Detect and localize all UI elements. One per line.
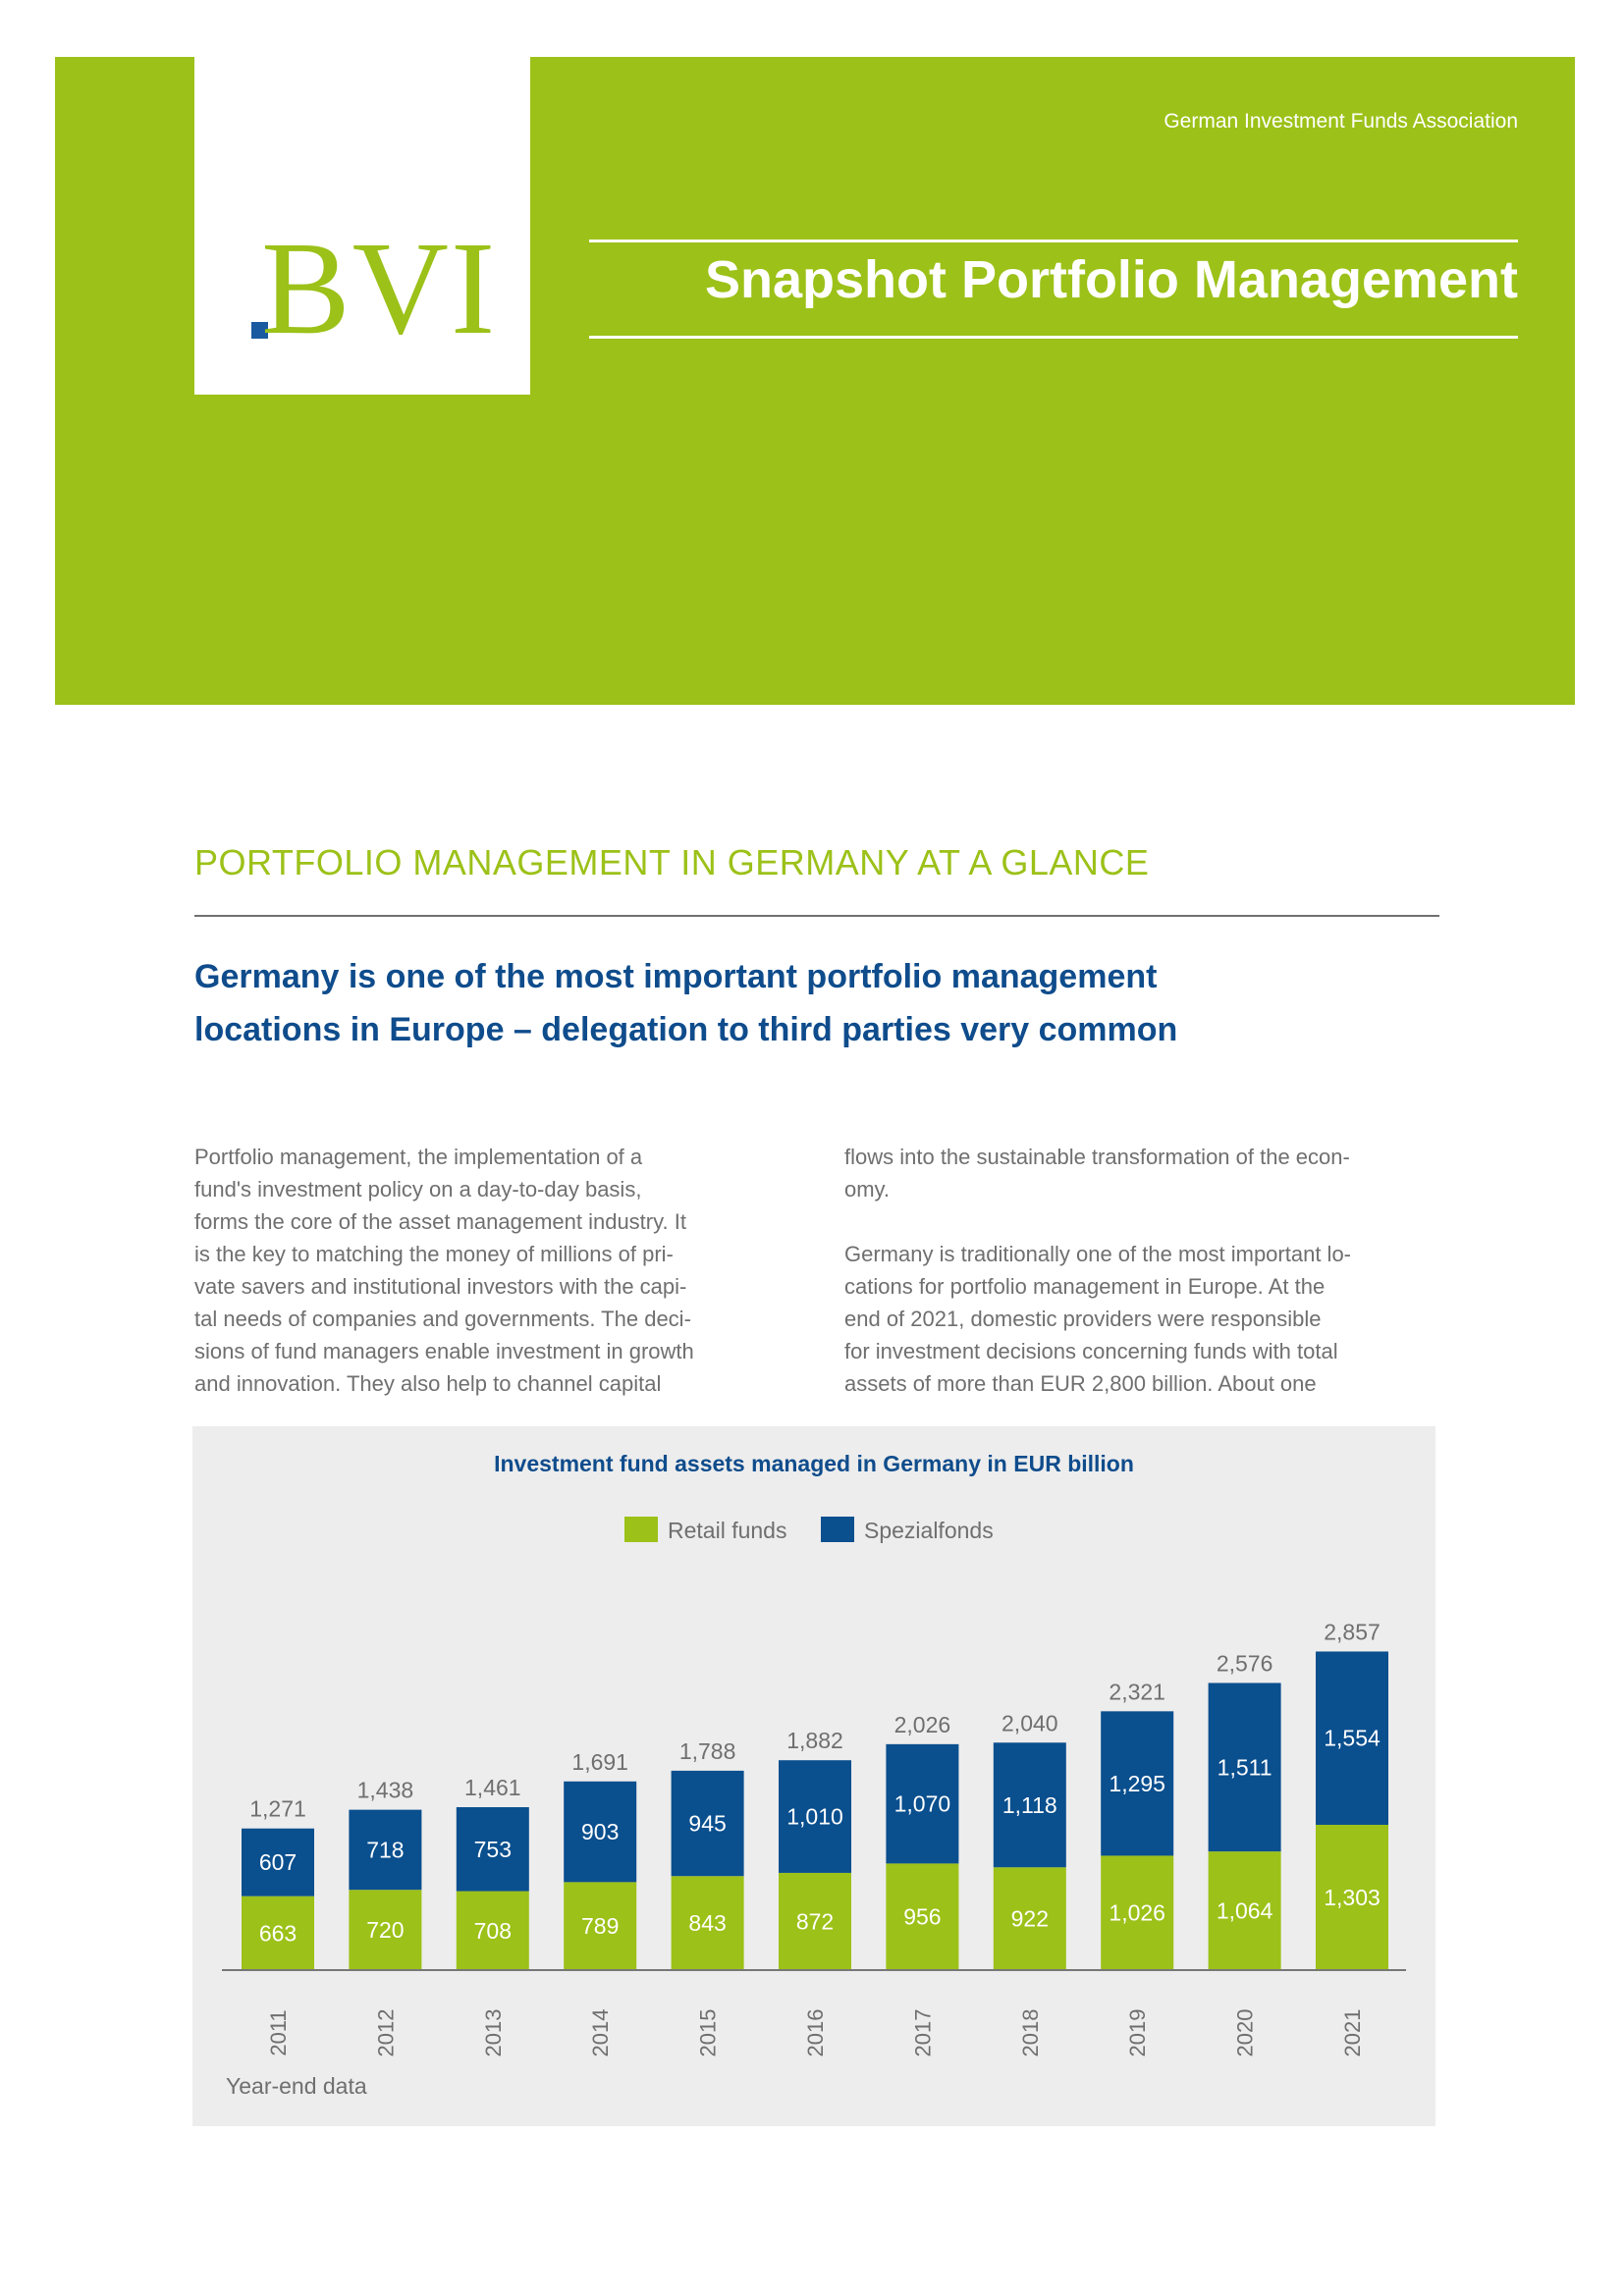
data-label-retail: 922 [1010, 1905, 1049, 1932]
data-label-retail: 708 [473, 1917, 512, 1944]
data-label-spezialfonds: 903 [581, 1819, 620, 1845]
data-label-spezialfonds: 753 [473, 1836, 512, 1862]
body-line: and innovation. They also help to channel capital [194, 1371, 662, 1396]
data-label-retail: 720 [366, 1917, 405, 1944]
section-heading: PORTFOLIO MANAGEMENT IN GERMANY AT A GLANCE [194, 842, 1150, 882]
body-line: cations for portfolio management in Europe. At the [844, 1274, 1326, 1299]
subheading [194, 950, 1439, 1056]
body-line: fund's investment policy on a day-to-day basis, [194, 1177, 642, 1201]
data-label-total: 2,576 [1216, 1650, 1273, 1677]
data-label-total: 2,040 [1001, 1710, 1058, 1736]
data-label-retail: 663 [258, 1920, 298, 1947]
chart-footnote: Year-end data [226, 2073, 367, 2099]
data-label-spezialfonds: 1,010 [786, 1803, 843, 1830]
x-tick-label: 2013 [480, 2008, 506, 2057]
data-label-retail: 843 [688, 1910, 727, 1937]
body-line: Germany is traditionally one of the most important lo- [844, 1242, 1352, 1266]
legend-label-spezialfonds: Spezialfonds [864, 1518, 994, 1543]
header-banner [55, 57, 1575, 705]
data-label-spezialfonds: 945 [688, 1810, 727, 1837]
data-label-total: 1,882 [786, 1728, 843, 1754]
legend-swatch-retail [624, 1517, 658, 1542]
data-label-total: 1,691 [571, 1748, 628, 1775]
body-line: end of 2021, domestic providers were responsible [844, 1307, 1322, 1331]
body-line: vate savers and institutional investors with the capi- [194, 1274, 687, 1299]
subheading-line: Germany is one of the most important portfolio management [194, 958, 1158, 995]
data-label-spezialfonds: 718 [366, 1837, 405, 1863]
title-rule-top [589, 240, 1518, 242]
x-tick-label: 2011 [266, 2009, 291, 2056]
body-line: assets of more than EUR 2,800 billion. About one [844, 1371, 1317, 1396]
x-tick-label: 2016 [803, 2008, 828, 2057]
x-tick-label: 2020 [1232, 2008, 1258, 2057]
body-line: flows into the sustainable transformation of the econ- [844, 1145, 1350, 1169]
data-label-spezialfonds: 1,118 [1001, 1791, 1057, 1818]
legend-label-retail: Retail funds [668, 1518, 787, 1543]
body-line: forms the core of the asset management industry. It [194, 1209, 686, 1234]
section-divider [194, 915, 1439, 917]
x-tick-label: 2017 [910, 2008, 936, 2057]
data-label-spezialfonds: 607 [258, 1849, 298, 1876]
x-tick-label: 2012 [373, 2008, 399, 2057]
data-label-total: 1,788 [678, 1737, 736, 1764]
data-label-spezialfonds: 1,511 [1217, 1754, 1272, 1781]
data-label-retail: 1,064 [1216, 1897, 1273, 1924]
chart-title: Investment fund assets managed in Germany in EUR billion [494, 1451, 1134, 1476]
body-line: omy. [844, 1177, 891, 1201]
data-label-total: 1,461 [464, 1775, 521, 1801]
data-label-spezialfonds: 1,295 [1109, 1770, 1165, 1796]
data-label-retail: 1,026 [1109, 1899, 1165, 1926]
x-tick-label: 2021 [1340, 2008, 1365, 2057]
data-label-spezialfonds: 1,554 [1324, 1725, 1380, 1751]
body-column-right [844, 1141, 1429, 1400]
data-label-total: 1,271 [249, 1795, 306, 1822]
logo-text: BVI [261, 215, 498, 362]
data-label-retail: 789 [581, 1913, 620, 1940]
body-line: tal needs of companies and governments. The deci- [194, 1307, 691, 1331]
x-tick-label: 2015 [695, 2008, 721, 2057]
x-tick-label: 2018 [1017, 2008, 1043, 2057]
bvi-logo [194, 57, 530, 395]
data-label-retail: 956 [903, 1903, 942, 1930]
title-rule-bottom [589, 336, 1518, 339]
chart-panel [192, 1426, 1435, 2126]
paragraph-gap [844, 1205, 1429, 1238]
document-title: Snapshot Portfolio Management [704, 250, 1518, 309]
data-label-total: 2,857 [1324, 1619, 1380, 1645]
fund-assets-chart [192, 1426, 1435, 2126]
data-label-retail: 1,303 [1324, 1884, 1380, 1910]
x-tick-label: 2014 [588, 2008, 614, 2057]
body-line: is the key to matching the money of millions of pri- [194, 1242, 674, 1266]
data-label-total: 2,026 [893, 1711, 951, 1737]
body-column-left [194, 1141, 779, 1400]
body-line: Portfolio management, the implementation of a [194, 1145, 643, 1169]
legend-swatch-spezialfonds [821, 1517, 854, 1542]
subheading-line: locations in Europe – delegation to third parties very common [194, 1011, 1178, 1048]
data-label-retail: 872 [795, 1908, 835, 1935]
body-line: for investment decisions concerning funds with total [844, 1339, 1338, 1363]
data-label-spezialfonds: 1,070 [893, 1790, 951, 1817]
data-label-total: 1,438 [356, 1777, 414, 1803]
association-name: German Investment Funds Association [1164, 110, 1518, 133]
data-label-total: 2,321 [1109, 1679, 1165, 1705]
body-line: sions of fund managers enable investment in growth [194, 1339, 694, 1363]
x-tick-label: 2019 [1125, 2008, 1151, 2057]
